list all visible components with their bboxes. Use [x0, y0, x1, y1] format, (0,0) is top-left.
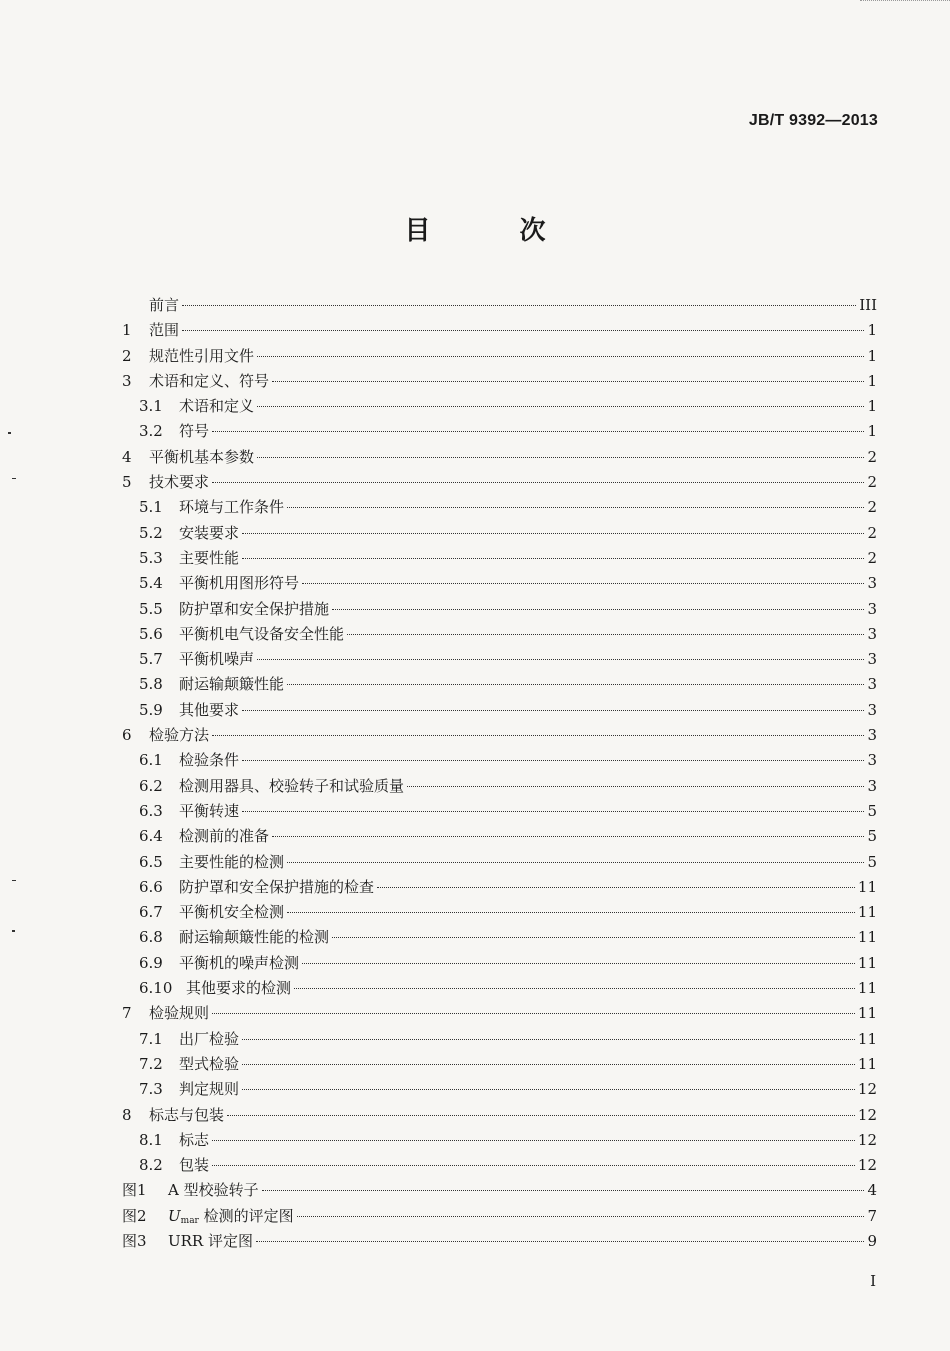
toc-entry-label: 防护罩和安全保护措施的检查: [179, 877, 375, 896]
toc-entry[interactable]: [122, 976, 877, 1001]
toc-entry[interactable]: [122, 597, 877, 622]
toc-entry-label: 主要性能的检测: [179, 852, 285, 871]
toc-entry-page: 11: [857, 953, 877, 972]
toc-entry-number: 5: [122, 473, 132, 492]
toc-entry-page: 3: [867, 599, 877, 618]
dot-leader: [272, 836, 864, 837]
toc-entry-page: 3: [867, 624, 877, 643]
toc-entry-label: 规范性引用文件: [149, 346, 255, 365]
toc-entry[interactable]: [122, 850, 877, 875]
toc-entry-number: 7.2: [139, 1054, 163, 1073]
toc-entry-page: 3: [867, 700, 877, 719]
toc-entry-number: 4: [122, 447, 132, 466]
toc-entry-label: URR 评定图: [168, 1231, 253, 1250]
toc-entry[interactable]: [122, 1229, 877, 1254]
toc-entry-number: 6.1: [139, 751, 163, 770]
toc-entry-number: 6.3: [139, 801, 163, 820]
toc-entry-page: 11: [857, 1004, 877, 1023]
dot-leader: [257, 356, 864, 357]
toc-entry-page: 12: [857, 1130, 877, 1149]
toc-entry[interactable]: [122, 470, 877, 495]
toc-entry-label: 检验条件: [179, 751, 240, 770]
toc-entry-label: 检测用器具、校验转子和试验质量: [179, 776, 405, 795]
toc-entry-page: 12: [857, 1105, 877, 1124]
toc-entry[interactable]: [122, 1153, 877, 1178]
toc-entry-label: 术语和定义、符号: [149, 371, 270, 390]
toc-entry-number: 7: [122, 1004, 132, 1023]
toc-entry-number: 5.7: [139, 650, 163, 669]
toc-entry-number: 5.1: [139, 498, 163, 517]
toc-entry-page: 1: [867, 397, 877, 416]
scan-mark: [12, 880, 16, 881]
toc-entry-label: 平衡机安全检测: [179, 903, 285, 922]
toc-entry-number: 6.10: [139, 979, 173, 998]
toc-entry-label: 平衡转速: [179, 801, 240, 820]
toc-entry-number: 5.4: [139, 574, 163, 593]
dot-leader: [242, 1089, 855, 1090]
toc-entry-page: 11: [857, 877, 877, 896]
dot-leader: [407, 786, 864, 787]
toc-entry-page: 2: [867, 498, 877, 517]
toc-entry-label: 检验规则: [149, 1004, 210, 1023]
toc-entry[interactable]: [122, 1204, 877, 1229]
toc-entry-page: 1: [867, 346, 877, 365]
toc-entry[interactable]: [122, 774, 877, 799]
toc-entry-label: 范围: [149, 321, 180, 340]
toc-entry-number: 8.1: [139, 1130, 163, 1149]
dot-leader: [242, 710, 864, 711]
toc-entry-number: 3.2: [139, 422, 163, 441]
page-number: I: [870, 1272, 876, 1290]
toc-entry-label: 平衡机用图形符号: [179, 574, 300, 593]
toc-entry-number: 5.8: [139, 675, 163, 694]
dot-leader: [302, 583, 864, 584]
toc-entry[interactable]: [122, 875, 877, 900]
toc-entry-label: A 型校验转子: [168, 1181, 259, 1200]
toc-entry-label: 主要性能: [179, 548, 240, 567]
toc-entry-page: 3: [867, 776, 877, 795]
toc-entry-label: 检验方法: [149, 726, 210, 745]
toc-entry-label: 前言: [149, 296, 180, 314]
toc-entry-label: 标志与包装: [149, 1105, 225, 1124]
toc-entry[interactable]: [122, 1077, 877, 1102]
toc-entry[interactable]: [122, 318, 877, 343]
toc-entry-page: 3: [867, 574, 877, 593]
dot-leader: [302, 963, 855, 964]
dot-leader: [242, 1064, 855, 1065]
toc-entry[interactable]: [122, 293, 877, 318]
toc-entry[interactable]: [122, 748, 877, 773]
toc-entry-number: 5.3: [139, 548, 163, 567]
scan-mark: [12, 478, 16, 479]
dot-leader: [287, 862, 864, 863]
dot-leader: [297, 1216, 864, 1217]
standard-number: JB/T 9392—2013: [748, 112, 878, 129]
toc-entry-page: 2: [867, 523, 877, 542]
toc-entry-page: 7: [867, 1206, 877, 1225]
toc-entry-number: 6.4: [139, 827, 163, 846]
toc-entry-number: 5.2: [139, 523, 163, 542]
dot-leader: [257, 659, 864, 660]
toc-entry-label: 术语和定义: [179, 397, 255, 416]
dot-leader: [212, 735, 864, 736]
toc-entry[interactable]: [122, 344, 877, 369]
toc-entry[interactable]: [122, 1027, 877, 1052]
symbol-subscript: mar: [180, 1215, 199, 1226]
toc-entry[interactable]: [122, 723, 877, 748]
toc-entry-number: 6.6: [139, 877, 163, 896]
toc-entry-label: 其他要求: [179, 700, 240, 719]
toc-entry-page: 12: [857, 1156, 877, 1175]
toc-entry-page: 11: [857, 1054, 877, 1073]
toc-entry-number: 6.9: [139, 953, 163, 972]
toc-entry[interactable]: [122, 824, 877, 849]
toc-entry-label: 出厂检验: [179, 1029, 240, 1048]
toc-entry-page: 1: [867, 321, 877, 340]
dot-leader: [377, 887, 855, 888]
toc-entry-number: 8.2: [139, 1156, 163, 1175]
toc-entry-page: 3: [867, 650, 877, 669]
dot-leader: [212, 1140, 855, 1141]
toc-entry[interactable]: [122, 622, 877, 647]
toc-entry[interactable]: [122, 521, 877, 546]
toc-entry-label: 技术要求: [149, 473, 210, 492]
dot-leader: [212, 431, 864, 432]
dot-leader: [262, 1190, 864, 1191]
toc-entry-page: 11: [857, 928, 877, 947]
symbol-main: U: [168, 1206, 181, 1225]
toc-entry[interactable]: [122, 925, 877, 950]
toc-entry-number: 6.7: [139, 903, 163, 922]
toc-title: 目 次: [404, 216, 586, 246]
dot-leader: [242, 760, 864, 761]
toc-entry[interactable]: [122, 698, 877, 723]
toc-entry-label: 平衡机电气设备安全性能: [179, 624, 345, 643]
toc-entry[interactable]: [122, 495, 877, 520]
toc-entry-label: 型式检验: [179, 1054, 240, 1073]
toc-entry-number: 图3: [122, 1231, 147, 1250]
toc-entry[interactable]: [122, 672, 877, 697]
dot-leader: [242, 1039, 855, 1040]
toc-entry-number: 6.2: [139, 776, 163, 795]
toc-entry-number: 图2: [122, 1206, 147, 1225]
toc-entry-label: 检测前的准备: [179, 827, 270, 846]
toc-entry-page: 5: [867, 852, 877, 871]
toc-entry-page: 12: [857, 1080, 877, 1099]
toc-entry-number: 5.5: [139, 599, 163, 618]
scan-mark: [12, 930, 15, 932]
toc-entry-label: 其他要求的检测: [186, 979, 292, 998]
toc-entry-page: 4: [867, 1181, 877, 1200]
toc-entry-page: 9: [867, 1231, 877, 1250]
toc-entry[interactable]: [122, 419, 877, 444]
toc-entry-page: 3: [867, 675, 877, 694]
dot-leader: [242, 558, 864, 559]
toc-entry[interactable]: [122, 1128, 877, 1153]
toc-entry[interactable]: [122, 951, 877, 976]
scan-mark: [8, 432, 11, 434]
dot-leader: [332, 609, 864, 610]
toc-entry-page: 2: [867, 548, 877, 567]
toc-entry-label: 平衡机的噪声检测: [179, 953, 300, 972]
toc-entry-label: 平衡机噪声: [179, 650, 255, 669]
toc-entry[interactable]: [122, 1001, 877, 1026]
dot-leader: [182, 330, 864, 331]
toc-entry[interactable]: [122, 445, 877, 470]
dot-leader: [212, 1165, 855, 1166]
toc-entry-page: 3: [867, 751, 877, 770]
scan-edge-line: [860, 0, 950, 3]
toc-entry[interactable]: [122, 647, 877, 672]
toc-entry-label: 耐运输颠簸性能: [179, 675, 285, 694]
toc-entry-page: 1: [867, 422, 877, 441]
toc-entry-label: 安装要求: [179, 523, 240, 542]
toc-entry[interactable]: [122, 394, 877, 419]
toc-entry[interactable]: [122, 799, 877, 824]
toc-entry[interactable]: [122, 1052, 877, 1077]
label-rest: 检测的评定图: [198, 1206, 294, 1225]
toc-entry-page: 3: [867, 726, 877, 745]
toc-entry[interactable]: [122, 1178, 877, 1203]
table-of-contents: [122, 293, 877, 1254]
toc-entry-page: III: [859, 296, 877, 314]
toc-entry-page: 11: [857, 903, 877, 922]
toc-entry-label: 耐运输颠簸性能的检测: [179, 928, 330, 947]
dot-leader: [242, 533, 864, 534]
toc-entry-page: 11: [857, 979, 877, 998]
dot-leader: [212, 1013, 855, 1014]
toc-entry-label: 环境与工作条件: [179, 498, 285, 517]
dot-leader: [294, 988, 855, 989]
toc-entry-page: 2: [867, 473, 877, 492]
toc-entry-number: 7.3: [139, 1080, 163, 1099]
toc-entry-number: 1: [122, 321, 132, 340]
dot-leader: [227, 1115, 855, 1116]
toc-entry-page: 5: [867, 827, 877, 846]
toc-entry-label: 平衡机基本参数: [149, 447, 255, 466]
toc-entry-label: 符号: [179, 422, 210, 441]
dot-leader: [287, 684, 864, 685]
toc-entry-number: 5.6: [139, 624, 163, 643]
dot-leader: [256, 1241, 864, 1242]
toc-entry-page: 1: [867, 371, 877, 390]
toc-entry-number: 2: [122, 346, 132, 365]
dot-leader: [287, 912, 855, 913]
toc-entry-label: 防护罩和安全保护措施: [179, 599, 330, 618]
toc-entry[interactable]: [122, 900, 877, 925]
dot-leader: [257, 457, 864, 458]
toc-entry-page: 5: [867, 801, 877, 820]
toc-entry-page: 2: [867, 447, 877, 466]
toc-entry-number: 6.5: [139, 852, 163, 871]
toc-entry-number: 3.1: [139, 397, 163, 416]
toc-entry-number: 8: [122, 1105, 132, 1124]
toc-entry-number: 6: [122, 726, 132, 745]
toc-entry-label: 标志: [179, 1130, 210, 1149]
toc-entry-number: 5.9: [139, 700, 163, 719]
toc-entry-number: 图1: [122, 1181, 147, 1200]
dot-leader: [257, 406, 864, 407]
toc-entry[interactable]: [122, 369, 877, 394]
toc-entry[interactable]: [122, 571, 877, 596]
toc-entry-label: 判定规则: [179, 1080, 240, 1099]
dot-leader: [182, 305, 856, 306]
toc-entry[interactable]: [122, 546, 877, 571]
dot-leader: [287, 507, 864, 508]
toc-entry-label: 包装: [179, 1156, 210, 1175]
dot-leader: [332, 937, 855, 938]
dot-leader: [347, 634, 864, 635]
toc-entry-number: 6.8: [139, 928, 163, 947]
dot-leader: [212, 482, 864, 483]
dot-leader: [242, 811, 864, 812]
toc-entry-number: 3: [122, 371, 132, 390]
toc-entry[interactable]: [122, 1103, 877, 1128]
toc-entry-number: 7.1: [139, 1029, 163, 1048]
toc-entry-page: 11: [857, 1029, 877, 1048]
dot-leader: [272, 381, 864, 382]
